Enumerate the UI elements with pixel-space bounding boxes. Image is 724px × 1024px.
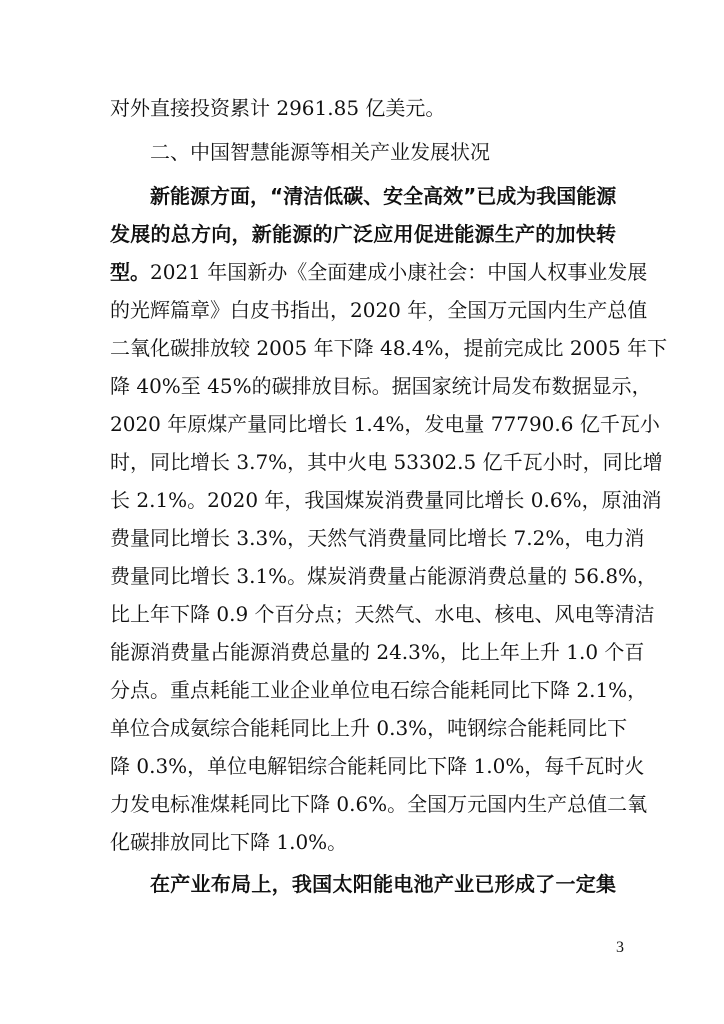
paragraph-line: 比上年下降 0.9 个百分点；天然气、水电、核电、风电等清洁 (110, 602, 655, 626)
bold-lead-line: 新能源方面，“清洁低碳、安全高效”已成为我国能源 (150, 184, 617, 208)
paragraph-line: 力发电标准煤耗同比下降 0.6%。全国万元国内生产总值二氧 (110, 792, 648, 816)
bold-lead-end: 型。 (110, 260, 150, 284)
paragraph-line: 费量同比增长 3.3%，天然气消费量同比增长 7.2%，电力消 (110, 526, 645, 550)
paragraph-line: 费量同比增长 3.1%。煤炭消费量占能源消费总量的 56.8%， (110, 564, 658, 588)
paragraph-line: 能源消费量占能源消费总量的 24.3%，比上年上升 1.0 个百 (110, 640, 645, 664)
paragraph-line: 的光辉篇章》白皮书指出，2020 年，全国万元国内生产总值 (110, 298, 648, 322)
bold-lead-line: 在产业布局上，我国太阳能电池产业已形成了一定集 (150, 872, 616, 896)
bold-lead-line: 发展的总方向，新能源的广泛应用促进能源生产的加快转 (110, 222, 616, 246)
paragraph-line: 化碳排放同比下降 1.0%。 (110, 830, 348, 854)
paragraph-line: 降 0.3%，单位电解铝综合能耗同比下降 1.0%，每千瓦时火 (110, 754, 645, 778)
paragraph-line: 分点。重点耗能工业企业单位电石综合能耗同比下降 2.1%， (110, 678, 648, 702)
paragraph-line: 时，同比增长 3.7%，其中火电 53302.5 亿千瓦小时，同比增 (110, 450, 663, 474)
paragraph-line: 2020 年原煤产量同比增长 1.4%，发电量 77790.6 亿千瓦小 (110, 412, 660, 436)
section-heading: 二、中国智慧能源等相关产业发展状况 (150, 140, 490, 164)
page-number: 3 (616, 939, 624, 956)
paragraph-line: 二氧化碳排放较 2005 年下降 48.4%，提前完成比 2005 年下 (110, 336, 668, 360)
paragraph-line (110, 252, 648, 292)
paragraph-line: 对外直接投资累计 2961.85 亿美元。 (110, 96, 446, 120)
paragraph-line-rest: 2021 年国新办《全面建成小康社会：中国人权事业发展 (150, 260, 648, 284)
paragraph-line: 长 2.1%。2020 年，我国煤炭消费量同比增长 0.6%，原油消 (110, 488, 662, 512)
paragraph-line: 单位合成氨综合能耗同比上升 0.3%，吨钢综合能耗同比下 (110, 716, 628, 740)
paragraph-line: 降 40%至 45%的碳排放目标。据国家统计局发布数据显示， (110, 374, 652, 398)
